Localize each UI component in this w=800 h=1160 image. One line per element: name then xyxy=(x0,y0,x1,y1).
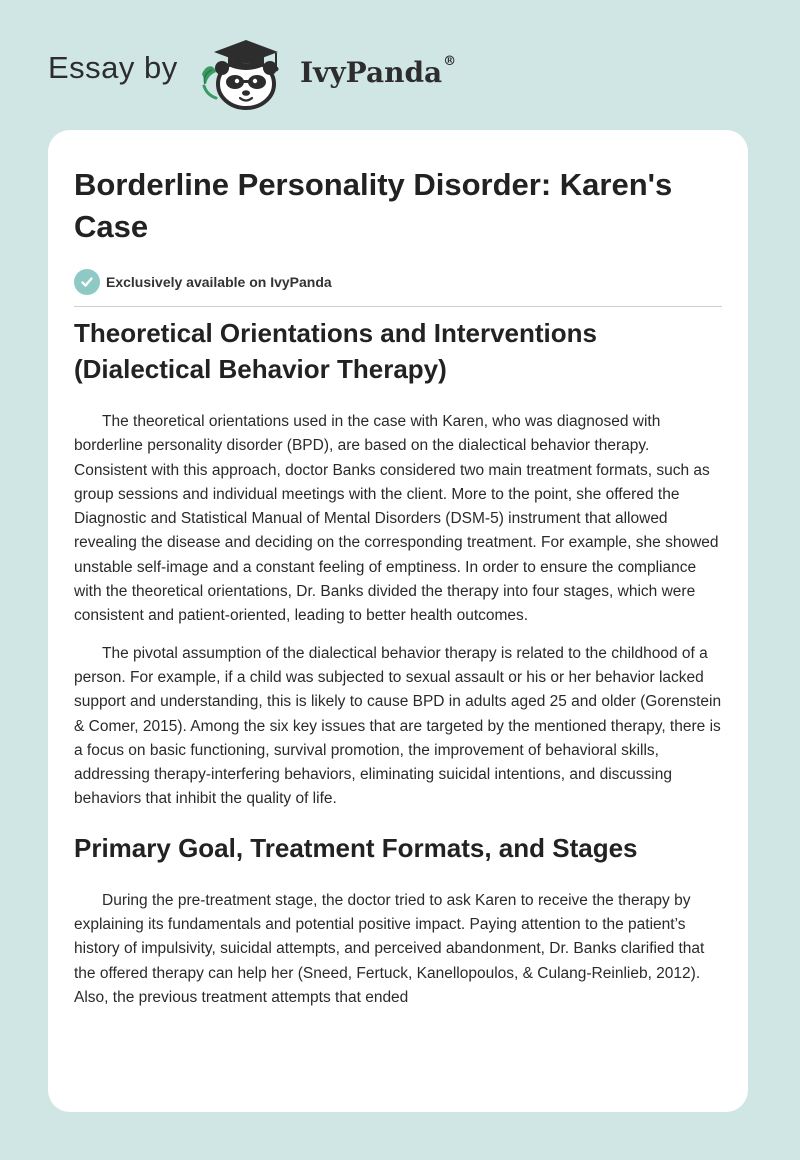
brand-text: IvyPanda xyxy=(300,56,443,89)
title-divider xyxy=(74,306,722,307)
essay-by-label: Essay by xyxy=(48,50,178,85)
site-header xyxy=(0,0,800,130)
section-heading: Primary Goal, Treatment Formats, and Stages xyxy=(74,832,638,863)
article-card xyxy=(48,130,748,1112)
paragraph: The pivotal assumption of the dialectical behavior therapy is related to the childhood of a person. For example, if a child was subjected to sexual assault or his or her behavior lacked support and understanding, this is likely to cause BPD in adults aged 25 and older (Gorenstein & Comer, 2015). Among the six key issues that are targeted by the mentioned therapy, there is a focus on basic functioning, survival promotion, the improvement of behavioral skills, addressing therapy-interfering behaviors, eliminating suicidal intentions, and discussing behaviors that inhibit the quality of life. xyxy=(74,644,722,808)
registered-mark: ® xyxy=(443,54,457,69)
paragraph: During the pre-treatment stage, the doctor tried to ask Karen to receive the therapy by explaining its fundamentals and potential positive impact. Paying attention to the patient’s history of impulsivity, suicidal attempts, and perceived abandonment, Dr. Banks clarified that the offered therapy can help her (Sneed, Fertuck, Kanellopoulos, & Culang-Reinlieb, 2012). Also, the previous treatment attempts that ended xyxy=(74,891,705,1006)
brand-name[interactable] xyxy=(300,56,456,89)
article-title: Borderline Personality Disorder: Karen's Case xyxy=(74,167,673,244)
section-heading: Theoretical Orientations and Interventions (Dialectical Behavior Therapy) xyxy=(74,318,597,384)
panda-graduate-logo-icon[interactable] xyxy=(196,34,292,110)
checkmark-circle-icon xyxy=(74,269,100,295)
exclusive-badge xyxy=(74,268,722,296)
paragraph: The theoretical orientations used in the case with Karen, who was diagnosed with borderline personality disorder (BPD), are based on the dialectical behavior therapy. Consistent with this approach, doctor Banks considered two main treatment formats, such as group sessions and individual meetings with the client. More to the point, she offered the Diagnostic and Statistical Manual of Mental Disorders (DSM-5) instrument that allowed revealing the disease and deciding on the corresponding treatment. For example, she showed unstable self-image and a constant feeling of emptiness. In order to ensure the compliance with the theoretical orientations, Dr. Banks divided the therapy into four stages, which were consistent and patient-oriented, leading to better health outcomes. xyxy=(74,413,719,625)
exclusive-badge-text: Exclusively available on IvyPanda xyxy=(106,274,332,290)
